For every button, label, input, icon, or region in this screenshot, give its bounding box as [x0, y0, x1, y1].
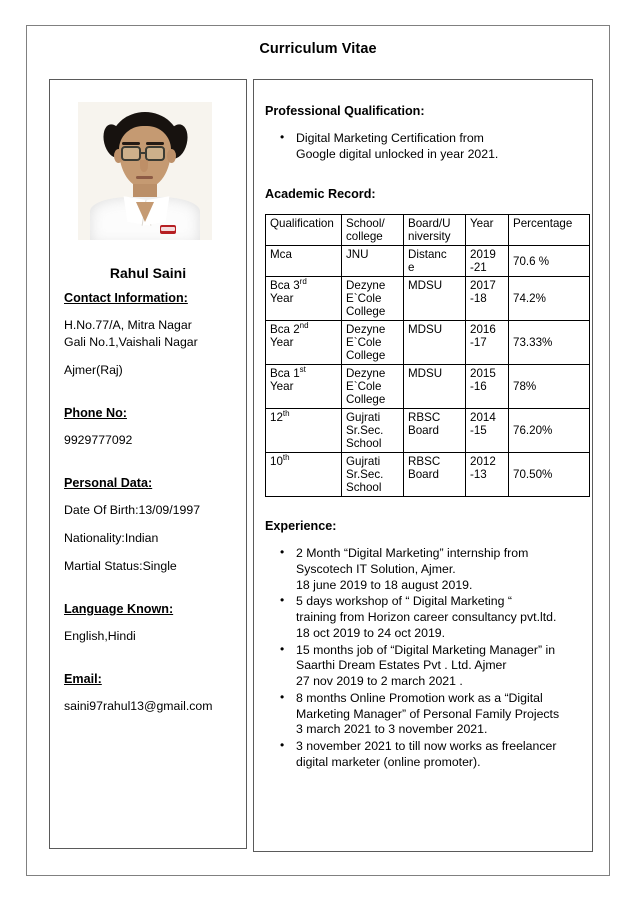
table-row	[266, 409, 590, 453]
cell-text: RBSC	[408, 455, 441, 469]
cell-board	[404, 453, 466, 497]
cell-board	[404, 321, 466, 365]
cell-qualification	[266, 365, 342, 409]
cell-year	[466, 409, 509, 453]
list-item	[296, 546, 583, 593]
language-heading: Language Known:	[64, 602, 174, 616]
cell-text: -15	[470, 424, 487, 438]
list-item	[296, 594, 583, 641]
cell-percentage: 74.2%	[509, 277, 590, 321]
eyebrow-left-shape	[122, 142, 140, 145]
ordinal-suffix: st	[299, 365, 306, 375]
cell-board	[404, 246, 466, 277]
professional-qualification-heading: Professional Qualification:	[265, 104, 425, 118]
cell-school	[342, 321, 404, 365]
list-item-line: Google digital unlocked in year 2021.	[296, 146, 499, 161]
cell-text: College	[346, 305, 386, 319]
cell-text: Gujrati	[346, 455, 381, 469]
nose-shape	[140, 160, 148, 172]
cell-text: -18	[470, 292, 487, 306]
cell-text: Dezyne	[346, 367, 386, 381]
cell-text: 2016	[470, 323, 496, 337]
cell-text: Bca 3rd	[270, 277, 307, 293]
cell-qualification	[266, 409, 342, 453]
cell-text: JNU	[346, 248, 369, 262]
spacer	[64, 647, 236, 673]
spacer	[64, 381, 236, 407]
column-header-board: Board/U niversity	[404, 215, 466, 246]
cell-text: College	[346, 393, 386, 407]
language-line: English,Hindi	[64, 629, 136, 644]
cell-percentage: 70.50%	[509, 453, 590, 497]
list-item-line: Marketing Manager” of Personal Family Projects	[296, 706, 560, 721]
portrait-photo	[78, 102, 212, 240]
list-item-line: Saarthi Dream Estates Pvt . Ltd. Ajmer	[296, 658, 507, 673]
list-item-line: 3 march 2021 to 3 november 2021.	[296, 722, 488, 737]
table-row	[266, 365, 590, 409]
contact-line: H.No.77/A, Mitra Nagar	[64, 318, 192, 333]
list-item	[296, 739, 583, 770]
ordinal-suffix: th	[282, 409, 290, 419]
cell-text: Board	[408, 424, 439, 438]
cell-text: Distanc	[408, 248, 447, 262]
cell-qualification	[266, 321, 342, 365]
list-item-line: • Digital Marketing Certification from	[296, 131, 484, 145]
page-title: Curriculum Vitae	[259, 41, 377, 57]
cell-text: Board	[408, 468, 439, 482]
cell-text: Sr.Sec.	[346, 468, 384, 482]
spacer	[64, 451, 236, 477]
list-item-line: 18 oct 2019 to 24 oct 2019.	[296, 625, 446, 640]
ordinal-suffix: th	[282, 453, 290, 463]
email-heading: Email:	[64, 672, 102, 687]
cell-text: College	[346, 349, 386, 363]
cell-board	[404, 277, 466, 321]
cell-text: 2014	[470, 411, 496, 425]
portrait-photo-image	[78, 102, 212, 240]
cell-percentage: 70.6 %	[509, 246, 590, 277]
cell-text: 2017	[470, 279, 496, 293]
cell-text: e	[408, 261, 415, 275]
spacer	[265, 497, 583, 519]
cell-text: -21	[470, 261, 487, 275]
cell-text: Dezyne	[346, 323, 386, 337]
experience-list	[265, 546, 583, 770]
content-panel	[253, 79, 593, 852]
cell-text: 2012	[470, 455, 496, 469]
cell-year	[466, 365, 509, 409]
cell-text: Bca 2nd	[270, 321, 309, 337]
cell-year	[466, 277, 509, 321]
shirt-logo-text	[161, 227, 175, 231]
personal-data-line: Nationality:Indian	[64, 531, 159, 546]
cell-text: Sr.Sec.	[346, 424, 384, 438]
email-address[interactable]: saini97rahul13@gmail.com	[64, 699, 213, 714]
cell-text: 2019	[470, 248, 496, 262]
spacer	[64, 577, 236, 603]
cell-text: -13	[470, 468, 487, 482]
cell-qualification	[266, 453, 342, 497]
professional-qualification-list	[265, 131, 583, 162]
list-item-line: training from Horizon career consultancy pvt.ltd.	[296, 610, 557, 625]
contact-heading: Contact Information:	[64, 291, 188, 305]
table-row	[266, 277, 590, 321]
academic-record-heading: Academic Record:	[265, 187, 376, 202]
cell-text: MDSU	[408, 367, 443, 381]
cell-board	[404, 409, 466, 453]
cell-text: 12th	[270, 409, 290, 425]
list-item-line: 27 nov 2019 to 2 march 2021 .	[296, 674, 463, 689]
cell-qualification	[266, 246, 342, 277]
list-item-line: Syscotech IT Solution, Ajmer.	[296, 561, 456, 576]
cell-percentage: 76.20%	[509, 409, 590, 453]
cell-text: Dezyne	[346, 279, 386, 293]
cell-text: MDSU	[408, 323, 443, 337]
cell-year	[466, 453, 509, 497]
cell-text: School	[346, 437, 382, 451]
cell-school	[342, 277, 404, 321]
cell-text: -17	[470, 336, 487, 350]
list-item-line: • 2 Month “Digital Marketing” internship from	[296, 546, 529, 561]
column-header-percentage: Percentage	[509, 215, 590, 246]
table-row	[266, 453, 590, 497]
eyeglass-left-shape	[121, 146, 141, 161]
table-row	[266, 246, 590, 277]
cell-school	[342, 365, 404, 409]
list-item-line: digital marketer (online promoter).	[296, 754, 481, 769]
cell-text: MDSU	[408, 279, 443, 293]
cell-qualification	[266, 277, 342, 321]
cell-text: School	[346, 481, 382, 495]
cell-text: Gujrati	[346, 411, 381, 425]
experience-heading: Experience:	[265, 519, 337, 534]
cell-school	[342, 453, 404, 497]
cell-text: Bca 1st	[270, 365, 306, 381]
cell-text: Year	[270, 380, 294, 394]
eyeglass-right-shape	[145, 146, 165, 161]
list-item	[296, 691, 583, 738]
list-item-line: • 5 days workshop of “ Digital Marketing “	[296, 594, 512, 609]
list-item-line: • 3 november 2021 to till now works as freelancer	[296, 738, 557, 753]
cell-year	[466, 246, 509, 277]
profile-panel	[49, 79, 247, 849]
phone-number: 9929777092	[64, 433, 133, 448]
cell-text: E`Cole	[346, 380, 382, 394]
cell-year	[466, 321, 509, 365]
list-item-line: 18 june 2019 to 18 august 2019.	[296, 577, 473, 592]
candidate-name: Rahul Saini	[109, 265, 187, 281]
personal-data-line: Date Of Birth:13/09/1997	[64, 503, 201, 518]
cell-school	[342, 409, 404, 453]
cell-school	[342, 246, 404, 277]
cell-percentage: 78%	[509, 365, 590, 409]
list-item-line: • 15 months job of “Digital Marketing Manager” in	[296, 642, 556, 657]
cv-page	[26, 25, 610, 876]
cell-text: Year	[270, 292, 294, 306]
contact-line: Gali No.1,Vaishali Nagar	[64, 335, 198, 350]
personal-data-line: Martial Status:Single	[64, 559, 177, 574]
ordinal-suffix: nd	[299, 321, 309, 331]
contact-line: Ajmer(Raj)	[64, 363, 123, 378]
personal-data-heading: Personal Data:	[64, 476, 153, 491]
column-header-year: Year	[466, 215, 509, 246]
list-item	[296, 643, 583, 690]
ordinal-suffix: rd	[299, 277, 307, 287]
list-item	[296, 131, 583, 162]
list-item-line: • 8 months Online Promotion work as a “Digital	[296, 690, 543, 705]
cell-text: Year	[270, 336, 294, 350]
ear-right-shape	[167, 149, 176, 163]
cell-text: Mca	[270, 248, 292, 262]
table-header-row	[266, 215, 590, 246]
table-row	[266, 321, 590, 365]
eyebrow-right-shape	[146, 142, 164, 145]
profile-details	[64, 292, 236, 717]
phone-heading: Phone No:	[64, 405, 127, 420]
spacer	[265, 163, 583, 187]
mouth-shape	[136, 176, 153, 179]
column-header-school: School/ college	[342, 215, 404, 246]
cell-text: E`Cole	[346, 292, 382, 306]
cell-percentage: 73.33%	[509, 321, 590, 365]
academic-record-table	[265, 214, 590, 497]
cell-text: -16	[470, 380, 487, 394]
column-header-qualification: Qualification	[266, 215, 342, 246]
cell-text: 2015	[470, 367, 496, 381]
eyeglass-bridge-shape	[141, 152, 146, 154]
cell-text: E`Cole	[346, 336, 382, 350]
cell-text: RBSC	[408, 411, 441, 425]
cell-board	[404, 365, 466, 409]
cell-text: 10th	[270, 453, 290, 469]
